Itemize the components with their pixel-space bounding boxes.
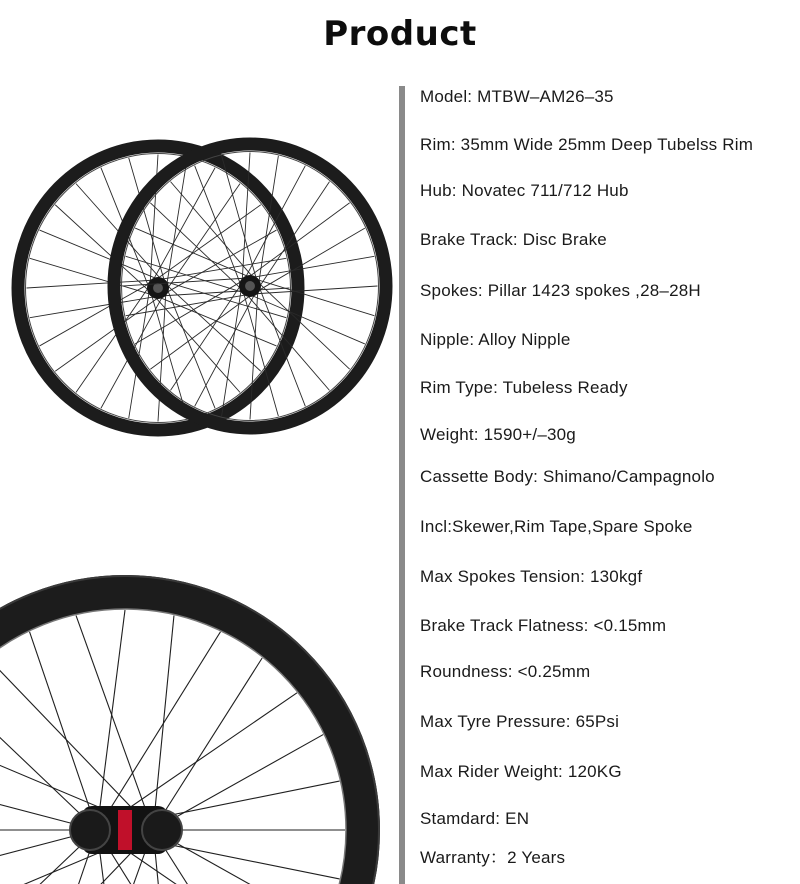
spec-warranty: Warranty：2 Years (420, 848, 566, 867)
spec-cassette-body: Cassette Body: Shimano/Campagnolo (420, 467, 715, 486)
spec-track-flatness: Brake Track Flatness: <0.15mm (420, 616, 667, 635)
spec-spokes: Spokes: Pillar 1423 spokes ,28–28H (420, 281, 701, 300)
wheelset-pair-image (0, 120, 398, 460)
spec-nipple: Nipple: Alloy Nipple (420, 330, 571, 349)
spec-rider-weight: Max Rider Weight: 120KG (420, 762, 622, 781)
spec-included: Incl:Skewer,Rim Tape,Spare Spoke (420, 517, 693, 536)
spec-rim-type: Rim Type: Tubeless Ready (420, 378, 628, 397)
spec-tyre-pressure: Max Tyre Pressure: 65Psi (420, 712, 620, 731)
spec-rim: Rim: 35mm Wide 25mm Deep Tubelss Rim (420, 135, 754, 154)
wheel-closeup-image (0, 520, 398, 884)
spec-model: Model: MTBW–AM26–35 (420, 87, 614, 106)
column-divider (399, 86, 405, 884)
spec-standard: Stamdard: EN (420, 809, 530, 828)
spec-roundness: Roundness: <0.25mm (420, 662, 591, 681)
spec-weight: Weight: 1590+/–30g (420, 425, 576, 444)
spec-list (420, 0, 800, 884)
spec-hub: Hub: Novatec 711/712 Hub (420, 181, 629, 200)
spec-brake-track: Brake Track: Disc Brake (420, 230, 607, 249)
closeup-wheel (0, 576, 379, 884)
spec-spoke-tension: Max Spokes Tension: 130kgf (420, 567, 643, 586)
page-title: Product (323, 14, 477, 54)
